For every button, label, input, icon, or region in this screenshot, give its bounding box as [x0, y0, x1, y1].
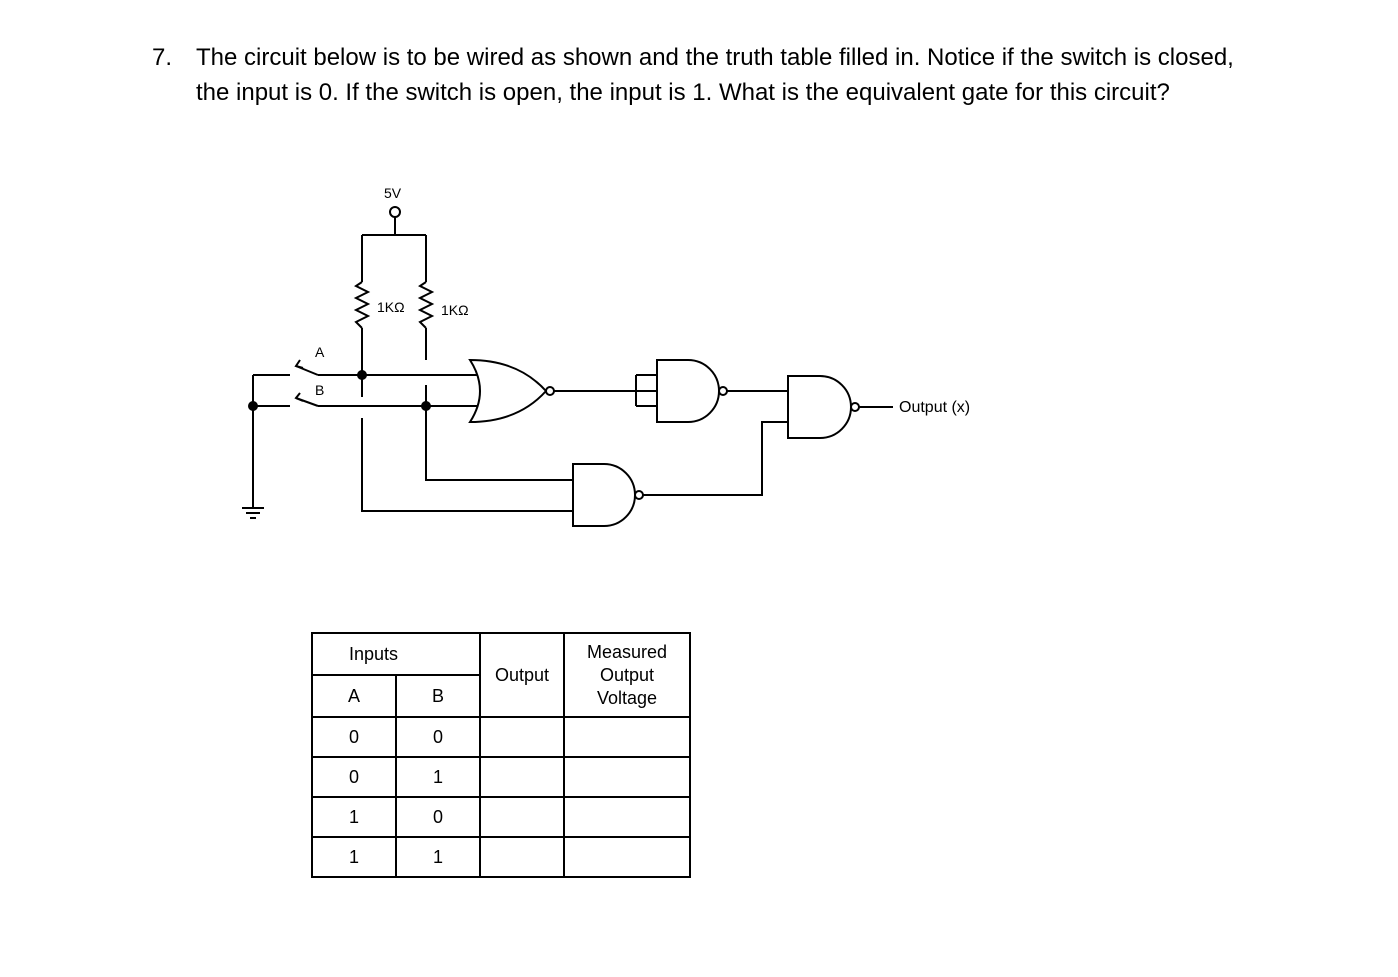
voltage-header-line2: Output [599, 664, 655, 685]
cell-voltage[interactable] [564, 837, 690, 877]
nor-gate [470, 360, 546, 422]
wire-nand2-to-nand3 [643, 422, 788, 495]
junction-ground [249, 402, 257, 410]
question-number: 7. [152, 44, 173, 71]
switch-a-arrow [296, 360, 303, 368]
truth-table [311, 632, 691, 878]
col-b-header: B [396, 675, 480, 717]
switch-a-label: A [315, 344, 325, 360]
ground-symbol [242, 508, 264, 518]
voltage-header [564, 633, 690, 717]
cell-b: 0 [396, 717, 480, 757]
nand-gate-output-bubble [851, 403, 859, 411]
cell-output[interactable] [480, 797, 564, 837]
output-label: Output (x) [899, 399, 971, 416]
nor-gate-bubble [546, 387, 554, 395]
output-header: Output [480, 633, 564, 717]
cell-a: 0 [312, 757, 396, 797]
cell-b: 1 [396, 837, 480, 877]
table-row [312, 837, 690, 877]
cell-a: 1 [312, 837, 396, 877]
cell-output[interactable] [480, 757, 564, 797]
nand-gate-inverter-bubble [719, 387, 727, 395]
junction-a [358, 371, 366, 379]
cell-voltage[interactable] [564, 797, 690, 837]
nand-gate-bottom [573, 464, 635, 526]
nand-gate-bottom-bubble [635, 491, 643, 499]
wire-a-to-bottom-nand [362, 418, 573, 511]
table-row [312, 797, 690, 837]
nand-gate-output [788, 376, 851, 438]
switch-b-label: B [315, 382, 325, 398]
cell-output[interactable] [480, 717, 564, 757]
supply-terminal [390, 207, 400, 217]
question-text: The circuit below is to be wired as shown and the truth table filled in. Notice if the switch is closed, the input is 0. If the switch is open, the input is 1. What is the equivalent gate for this circuit? [196, 44, 1234, 106]
resistor-b [420, 282, 432, 328]
cell-voltage[interactable] [564, 717, 690, 757]
inputs-header: Inputs [312, 633, 480, 675]
cell-b: 1 [396, 757, 480, 797]
resistor-b-label: 1KΩ [441, 302, 469, 318]
table-row [312, 757, 690, 797]
switch-b-arrow [296, 393, 303, 401]
cell-a: 0 [312, 717, 396, 757]
resistor-a-label: 1KΩ [377, 299, 405, 315]
table-row [312, 717, 690, 757]
resistor-a [356, 282, 368, 328]
col-a-header: A [312, 675, 396, 717]
nand-gate-inverter [657, 360, 719, 422]
cell-b: 0 [396, 797, 480, 837]
cell-voltage[interactable] [564, 757, 690, 797]
supply-label: 5V [384, 185, 402, 201]
cell-a: 1 [312, 797, 396, 837]
voltage-header-line1: Measured [586, 641, 668, 662]
cell-output[interactable] [480, 837, 564, 877]
voltage-header-line3: Voltage [596, 687, 658, 708]
